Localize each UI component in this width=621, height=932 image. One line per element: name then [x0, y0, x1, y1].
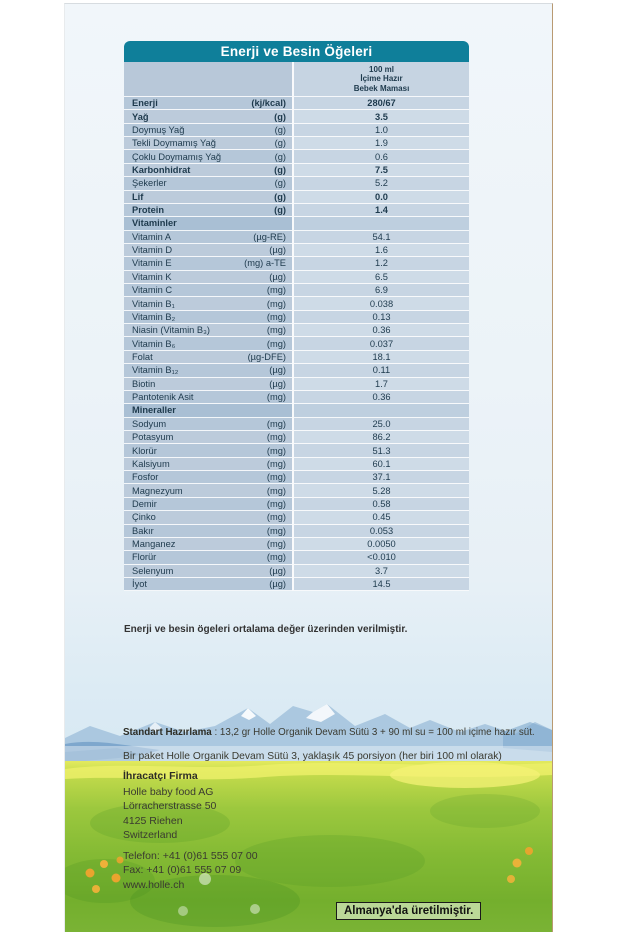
- value-cell: [292, 444, 469, 457]
- table-row: [124, 498, 469, 511]
- product-label: [64, 3, 553, 932]
- table-row: [124, 351, 469, 364]
- column-header-cell: [292, 62, 469, 97]
- nutrient-value: 1.6: [375, 245, 388, 256]
- nutrient-name: Lif: [132, 191, 144, 202]
- value-cell: [292, 418, 469, 431]
- nutrient-cell: [124, 284, 292, 297]
- nutrition-table: [124, 41, 469, 591]
- nutrient-cell: [124, 257, 292, 270]
- value-cell: [292, 538, 469, 551]
- nutrient-unit: (mg): [266, 472, 286, 483]
- value-cell: [292, 231, 469, 244]
- nutrient-unit: (mg): [266, 338, 286, 349]
- value-cell: [292, 204, 469, 217]
- value-cell: [292, 311, 469, 324]
- nutrient-name: Vitamin B₁₂: [132, 365, 179, 376]
- nutrient-name: Niasin (Vitamin B₃): [132, 325, 211, 336]
- nutrient-unit: (g): [274, 124, 286, 135]
- nutrient-cell: [124, 177, 292, 190]
- nutrient-cell: [124, 311, 292, 324]
- nutrient-unit: (kj/kcal): [251, 98, 286, 109]
- table-row: [124, 297, 469, 310]
- nutrient-cell: [124, 124, 292, 137]
- value-cell: [292, 137, 469, 150]
- value-cell: [292, 525, 469, 538]
- value-cell: [292, 578, 469, 591]
- nutrient-unit: (mg) a-TE: [244, 258, 286, 269]
- table-row: [124, 191, 469, 204]
- table-row: [124, 284, 469, 297]
- nutrient-value: 6.9: [375, 285, 388, 296]
- preparation-label: Standart Hazırlama: [123, 727, 212, 738]
- nutrient-unit: (mg): [266, 498, 286, 509]
- nutrient-cell: [124, 297, 292, 310]
- table-column-header-row: [124, 62, 469, 97]
- table-row: [124, 257, 469, 270]
- nutrient-value: 0.58: [372, 498, 391, 509]
- nutrient-value: 3.5: [375, 111, 388, 122]
- nutrient-name: Folat: [132, 352, 153, 362]
- nutrient-name: Florür: [132, 552, 157, 563]
- nutrient-name: Magnezyum: [132, 485, 183, 496]
- value-cell: [292, 471, 469, 484]
- nutrient-name: Tekli Doymamış Yağ: [132, 138, 216, 149]
- preparation-instruction: [123, 727, 549, 738]
- nutrient-unit: (µg): [269, 565, 286, 576]
- value-cell: [292, 431, 469, 444]
- nutrient-cell: [124, 204, 292, 217]
- origin-badge: Almanya'da üretilmiştir.: [336, 902, 481, 920]
- value-cell: [292, 391, 469, 404]
- contact-fax: Fax: +41 (0)61 555 07 09: [123, 864, 242, 877]
- table-row: [124, 337, 469, 350]
- table-row: [124, 565, 469, 578]
- nutrient-cell: [124, 244, 292, 257]
- value-cell: [292, 351, 469, 364]
- nutrient-unit: (g): [274, 151, 286, 162]
- value-cell: [292, 378, 469, 391]
- nutrient-value: 0.0: [375, 191, 388, 202]
- nutrient-name: Kalsiyum: [132, 458, 170, 469]
- nutrient-cell: [124, 511, 292, 524]
- value-cell: [292, 511, 469, 524]
- table-row: [124, 364, 469, 377]
- nutrient-name: Çinko: [132, 512, 156, 523]
- nutrient-value: 280/67: [367, 98, 396, 109]
- column-header-line3: Bebek Maması: [353, 83, 410, 93]
- value-cell: [292, 324, 469, 337]
- nutrient-unit: (µg): [269, 378, 286, 389]
- exporter-address-country: Switzerland: [123, 829, 178, 842]
- nutrient-name: Fosfor: [132, 472, 159, 483]
- value-cell: [292, 257, 469, 270]
- nutrient-name: Sodyum: [132, 418, 167, 429]
- nutrient-unit: (g): [274, 111, 286, 122]
- nutrient-cell: [124, 471, 292, 484]
- nutrient-cell: [124, 391, 292, 404]
- value-cell: [292, 297, 469, 310]
- nutrient-unit: (mg): [266, 298, 286, 309]
- table-row: [124, 578, 469, 591]
- contact-phone: Telefon: +41 (0)61 555 07 00: [123, 850, 258, 862]
- nutrient-name: Karbonhidrat: [132, 164, 191, 175]
- nutrient-unit: (mg): [266, 311, 286, 322]
- nutrient-unit: (g): [274, 205, 286, 216]
- nutrient-name: İyot: [132, 579, 147, 590]
- table-row: [124, 511, 469, 524]
- table-row: [124, 525, 469, 538]
- nutrient-cell: [124, 484, 292, 497]
- value-cell: [292, 565, 469, 578]
- nutrient-name: Potasyum: [132, 432, 174, 443]
- nutrient-name: Vitamin E: [132, 258, 172, 269]
- preparation-text: : 13,2 gr Holle Organik Devam Sütü 3 + 90 ml su = 100 ml içime hazır süt.: [211, 727, 535, 738]
- nutrient-value: 14.5: [372, 579, 391, 590]
- nutrient-unit: (µg): [269, 245, 286, 256]
- value-cell: [292, 124, 469, 137]
- exporter-company: Holle baby food AG: [123, 786, 214, 798]
- table-row: [124, 444, 469, 457]
- nutrient-name: Protein: [132, 205, 165, 216]
- nutrient-name: Enerji: [132, 98, 158, 109]
- nutrient-cell: [124, 271, 292, 284]
- nutrient-unit: (mg): [266, 285, 286, 296]
- nutrient-cell: [124, 164, 292, 177]
- nutrient-name: Vitamin B₆: [132, 338, 176, 349]
- nutrient-value: 25.0: [372, 418, 391, 429]
- nutrient-cell: [124, 418, 292, 431]
- value-cell: [292, 164, 469, 177]
- value-cell: [292, 110, 469, 123]
- nutrient-unit: (µg-DFE): [247, 352, 286, 362]
- value-cell: [292, 191, 469, 204]
- nutrient-value: 5.2: [375, 178, 388, 189]
- nutrient-cell: [124, 324, 292, 337]
- value-cell: [292, 484, 469, 497]
- nutrient-value: 6.5: [375, 271, 388, 282]
- nutrient-unit: (µg-RE): [253, 231, 286, 242]
- value-cell: [292, 551, 469, 564]
- nutrient-name: Demir: [132, 498, 157, 509]
- table-row: [124, 177, 469, 190]
- table-row: [124, 204, 469, 217]
- nutrient-unit: (mg): [266, 418, 286, 429]
- nutrient-unit: (g): [274, 164, 286, 175]
- nutrient-unit: (mg): [266, 325, 286, 336]
- nutrient-cell: [124, 458, 292, 471]
- nutrient-value: 3.7: [375, 565, 388, 576]
- nutrient-name: Vitamin A: [132, 231, 172, 242]
- nutrient-value: 5.28: [372, 485, 391, 496]
- table-row: [124, 551, 469, 564]
- contact-block: [123, 849, 258, 892]
- exporter-heading: İhracatçı Firma: [123, 770, 198, 782]
- nutrient-value: 1.2: [375, 258, 388, 269]
- nutrient-value: 0.36: [372, 392, 391, 403]
- table-row: [124, 137, 469, 150]
- nutrient-value: 7.5: [375, 164, 388, 175]
- nutrient-cell: [124, 525, 292, 538]
- exporter-address-city: 4125 Riehen: [123, 814, 183, 827]
- value-cell: [292, 284, 469, 297]
- nutrient-unit: (µg): [269, 579, 286, 590]
- nutrient-value: 54.1: [372, 231, 391, 242]
- table-row: [124, 458, 469, 471]
- nutrient-cell: [124, 565, 292, 578]
- table-row: [124, 164, 469, 177]
- nutrient-value: 0.36: [372, 325, 391, 336]
- table-row: [124, 378, 469, 391]
- value-cell: [292, 97, 469, 110]
- nutrient-value: 1.4: [375, 205, 388, 216]
- nutrient-unit: (g): [274, 138, 286, 149]
- nutrient-value: 0.13: [372, 311, 391, 322]
- nutrient-value: 18.1: [372, 352, 391, 362]
- nutrient-unit: (mg): [266, 458, 286, 469]
- exporter-address-street: Lörracherstrasse 50: [123, 800, 217, 813]
- nutrient-cell: [124, 364, 292, 377]
- nutrient-cell: [124, 191, 292, 204]
- column-header-line2: İçime Hazır: [360, 74, 403, 84]
- nutrient-value: 0.45: [372, 512, 391, 523]
- portion-info: Bir paket Holle Organik Devam Sütü 3, yaklaşık 45 porsiyon (her biri 100 ml olarak): [123, 751, 502, 762]
- nutrient-value: 51.3: [372, 445, 391, 456]
- value-cell: [292, 271, 469, 284]
- nutrient-unit: (mg): [266, 392, 286, 403]
- nutrient-cell: [124, 97, 292, 110]
- nutrient-name: Vitamin C: [132, 285, 173, 296]
- table-row: [124, 271, 469, 284]
- nutrient-unit: (mg): [266, 485, 286, 496]
- table-row: [124, 538, 469, 551]
- nutrient-value: 1.0: [375, 124, 388, 135]
- table-row: [124, 471, 469, 484]
- table-row: [124, 124, 469, 137]
- nutrient-cell: [124, 378, 292, 391]
- nutrient-value: 0.0050: [367, 539, 396, 550]
- nutrient-cell: [124, 578, 292, 591]
- column-header-line1: 100 ml: [369, 64, 394, 74]
- table-row: [124, 391, 469, 404]
- nutrient-value: 1.9: [375, 138, 388, 149]
- table-rows: [124, 97, 469, 591]
- nutrient-name: Çoklu Doymamış Yağ: [132, 151, 222, 162]
- value-cell: [292, 217, 469, 230]
- contact-website: www.holle.ch: [123, 878, 185, 891]
- nutrient-cell: [124, 137, 292, 150]
- nutrient-value: 0.037: [369, 338, 394, 349]
- nutrient-cell: [124, 404, 292, 417]
- nutrient-cell: [124, 337, 292, 350]
- table-row: [124, 484, 469, 497]
- nutrient-cell: [124, 110, 292, 123]
- nutrient-name: Pantotenik Asit: [132, 392, 194, 403]
- table-row: [124, 404, 469, 417]
- nutrient-name: Vitamin B₂: [132, 311, 176, 322]
- nutrient-name: Klorür: [132, 445, 157, 456]
- value-cell: [292, 244, 469, 257]
- nutrient-cell: [124, 538, 292, 551]
- nutrient-value: 60.1: [372, 458, 391, 469]
- nutrient-name: Manganez: [132, 539, 176, 550]
- nutrient-name: Vitamin K: [132, 271, 172, 282]
- value-cell: [292, 364, 469, 377]
- nutrient-value: 37.1: [372, 472, 391, 483]
- nutrient-name: Doymuş Yağ: [132, 124, 185, 135]
- nutrition-table-title: Enerji ve Besin Öğeleri: [124, 41, 469, 62]
- table-row: [124, 231, 469, 244]
- nutrient-cell: [124, 551, 292, 564]
- value-cell: [292, 150, 469, 163]
- table-row: [124, 97, 469, 110]
- nutrient-value: 86.2: [372, 432, 391, 443]
- nutrient-value: 0.053: [369, 525, 394, 536]
- table-row: [124, 324, 469, 337]
- nutrient-value: 1.7: [375, 378, 388, 389]
- nutrient-name: Vitamin B₁: [132, 298, 175, 309]
- value-cell: [292, 337, 469, 350]
- value-cell: [292, 498, 469, 511]
- nutrient-cell: [124, 150, 292, 163]
- nutrient-cell: [124, 351, 292, 364]
- nutrient-cell: [124, 498, 292, 511]
- nutrient-unit: (mg): [266, 512, 286, 523]
- value-cell: [292, 458, 469, 471]
- nutrient-name: Vitaminler: [132, 218, 177, 229]
- table-row: [124, 217, 469, 230]
- nutrient-name: Yağ: [132, 111, 149, 122]
- nutrient-cell: [124, 217, 292, 230]
- nutrient-name: Şekerler: [132, 178, 167, 189]
- table-row: [124, 244, 469, 257]
- nutrient-value: 0.038: [369, 298, 394, 309]
- value-cell: [292, 404, 469, 417]
- nutrient-name: Biotin: [132, 378, 156, 389]
- nutrient-cell: [124, 444, 292, 457]
- nutrient-value: <0.010: [367, 552, 396, 563]
- table-row: [124, 110, 469, 123]
- table-row: [124, 150, 469, 163]
- nutrient-cell: [124, 431, 292, 444]
- nutrient-unit: (g): [274, 178, 286, 189]
- nutrient-unit: (mg): [266, 525, 286, 536]
- column-header-empty-cell: [124, 62, 292, 97]
- table-footnote: Enerji ve besin ögeleri ortalama değer üzerinden verilmiştir.: [124, 624, 408, 635]
- nutrient-unit: (mg): [266, 432, 286, 443]
- exporter-block: [123, 770, 216, 843]
- nutrient-unit: (g): [274, 191, 286, 202]
- value-cell: [292, 177, 469, 190]
- nutrient-unit: (µg): [269, 271, 286, 282]
- nutrient-name: Selenyum: [132, 565, 174, 576]
- nutrient-unit: (mg): [266, 445, 286, 456]
- nutrient-name: Mineraller: [132, 405, 176, 416]
- table-row: [124, 418, 469, 431]
- nutrient-unit: (mg): [266, 552, 286, 563]
- nutrient-unit: (mg): [266, 539, 286, 550]
- nutrient-name: Vitamin D: [132, 245, 173, 256]
- nutrient-value: 0.11: [372, 365, 391, 376]
- nutrient-name: Bakır: [132, 525, 154, 536]
- nutrient-unit: (µg): [269, 365, 286, 376]
- nutrient-value: 0.6: [375, 151, 388, 162]
- table-row: [124, 311, 469, 324]
- table-row: [124, 431, 469, 444]
- nutrient-cell: [124, 231, 292, 244]
